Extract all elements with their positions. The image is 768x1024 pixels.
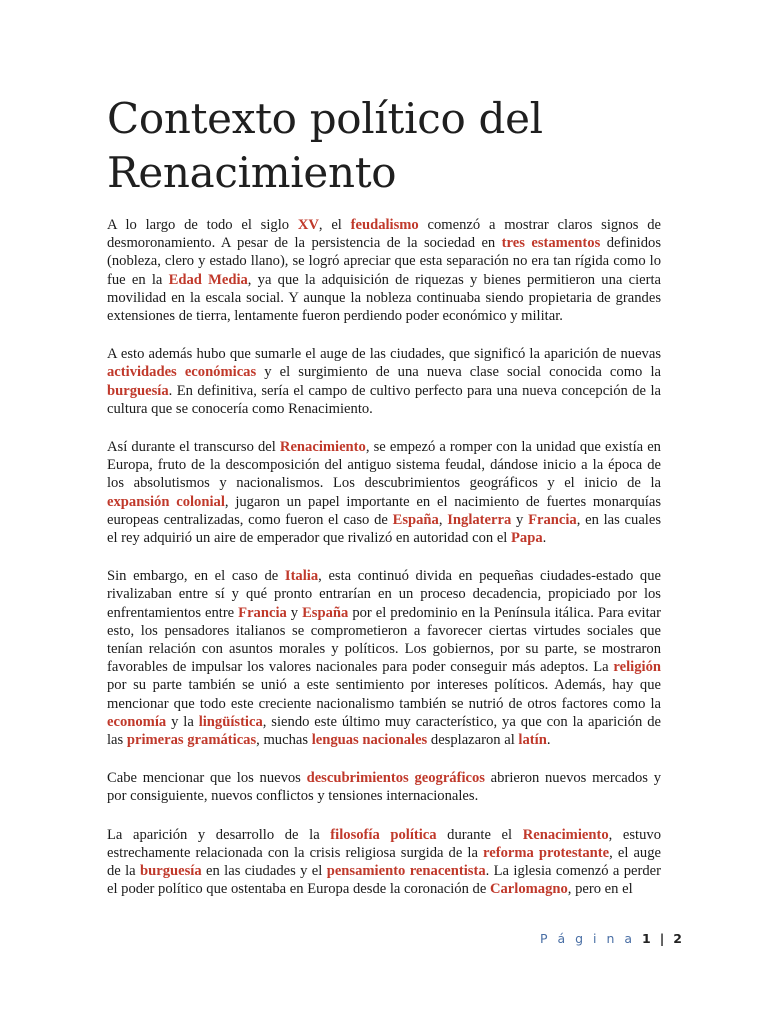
paragraph-text: . La iglesia comenzó a perder el poder político que ostentaba en Europa desde la coronación de: [107, 863, 661, 898]
paragraph-text: , muchas: [256, 732, 312, 749]
paragraph-text: abrieron nuevos mercados y por consiguiente, nuevos conflictos y tensiones internacionales.: [107, 770, 661, 805]
keyword-link[interactable]: religión: [613, 659, 661, 676]
keyword-link[interactable]: expansión colonial: [107, 493, 225, 510]
paragraph-text: .: [542, 530, 547, 547]
paragraph: [107, 826, 661, 899]
keyword-link[interactable]: Papa: [511, 530, 543, 547]
paragraph-text: , jugaron un papel importante en el nacimiento de fuertes monarquías europeas centralizadas, como fueron el caso de: [107, 493, 662, 528]
paragraph-text: . En definitiva, sería el campo de cultivo perfecto para una nueva concepción de la cultura que se conocería como Renacimiento.: [107, 382, 661, 417]
paragraph: [107, 438, 661, 547]
page-title: Contexto político del Renacimiento: [107, 94, 543, 197]
document-body: [107, 216, 661, 919]
paragraph-text: por su parte también se unió a este sentimiento por intereses políticos. Además, hay que mencionar que todo este creciente nacionalismo también se nutrió de otros factores como la: [107, 677, 661, 712]
keyword-link[interactable]: lingüística: [198, 713, 263, 730]
keyword-link[interactable]: burguesía: [107, 382, 169, 399]
paragraph-text: ,: [438, 511, 448, 528]
paragraph-text: Cabe mencionar que los nuevos: [107, 770, 307, 787]
keyword-link[interactable]: latín: [518, 732, 547, 749]
keyword-link[interactable]: descubrimientos geográficos: [306, 770, 485, 787]
footer-page-total: 2: [673, 931, 684, 946]
paragraph-text: , el: [318, 217, 351, 233]
footer-page-number: 1: [642, 931, 653, 946]
paragraph-text: .: [546, 732, 551, 749]
keyword-link[interactable]: actividades económicas: [107, 364, 257, 381]
paragraph-text: y: [286, 604, 303, 621]
footer-separator: |: [659, 931, 667, 946]
paragraph-text: y la: [166, 713, 199, 730]
paragraph-text: por el predominio en la Península itálica. Para evitar esto, los pensadores italianos se comprometieron a favorecer ciertas virtudes sociales que tenían relación con asuntos morales y políticos. Los gobiernos, por su parte, se mostraron favorables de impulsar los valores nacionales para poder conseguir más adeptos. La: [107, 604, 661, 676]
keyword-link[interactable]: economía: [107, 713, 167, 730]
paragraph-text: y el surgimiento de una nueva clase social conocida como la: [256, 364, 661, 381]
paragraph-text: A esto además hubo que sumarle el auge de las ciudades, que significó la aparición de nuevas: [107, 346, 661, 363]
paragraph-text: A lo largo de todo el siglo: [107, 217, 298, 233]
keyword-link[interactable]: pensamiento renacentista: [326, 863, 486, 880]
paragraph-text: , en las cuales el rey adquirió un aire de emperador que rivalizó en autoridad con el: [107, 511, 662, 547]
keyword-link[interactable]: Carlomagno: [489, 881, 568, 898]
keyword-link[interactable]: tres estamentos: [501, 235, 601, 252]
paragraph-text: y: [511, 511, 529, 528]
keyword-link[interactable]: primeras gramáticas: [126, 732, 257, 749]
keyword-link[interactable]: Edad Media: [168, 271, 248, 288]
paragraph-text: , ya que la adquisición de riquezas y bienes permitieron una cierta movilidad en la escala social. Y aunque la nobleza continuaba siendo propietaria de grandes extensiones de tierra, lentamente fueron perdiendo poder económico y militar.: [107, 271, 661, 325]
paragraph: [107, 345, 661, 418]
paragraph-text: , pero en el: [567, 881, 633, 898]
paragraph-text: comenzó a mostrar claros signos de desmoronamiento. A pesar de la persistencia de la sociedad en: [107, 217, 661, 252]
paragraph: [107, 216, 661, 325]
keyword-link[interactable]: feudalismo: [350, 217, 419, 233]
keyword-link[interactable]: Renacimiento: [279, 439, 366, 456]
paragraph-text: en las ciudades y el: [201, 863, 327, 880]
paragraph-text: , esta continuó divida en pequeñas ciudades-estado que rivalizaban entre sí y qué pronto entrarían en un proceso decadencia, propiciado por los enfrentamientos entre: [107, 568, 661, 621]
paragraph-text: durante el: [436, 826, 523, 843]
keyword-link[interactable]: burguesía: [140, 863, 202, 880]
keyword-link[interactable]: reforma protestante: [483, 844, 610, 861]
paragraph-text: desplazaron al: [427, 732, 519, 749]
footer-page-label: P á g i n a: [540, 931, 636, 946]
page-footer: [540, 931, 720, 946]
keyword-link[interactable]: Francia: [528, 511, 577, 528]
keyword-link[interactable]: Inglaterra: [447, 511, 512, 528]
keyword-link[interactable]: XV: [297, 217, 319, 233]
keyword-link[interactable]: Renacimiento: [522, 826, 609, 843]
keyword-link[interactable]: España: [302, 604, 349, 621]
paragraph-text: , estuvo estrechamente relacionada con la crisis religiosa surgida de la: [107, 826, 661, 861]
paragraph-text: La aparición y desarrollo de la: [107, 826, 331, 843]
keyword-link[interactable]: Italia: [284, 568, 319, 585]
keyword-link[interactable]: lenguas nacionales: [311, 732, 428, 749]
paragraph-text: , siendo este último muy característico, ya que con la aparición de las: [107, 713, 661, 749]
keyword-link[interactable]: Francia: [238, 604, 287, 621]
paragraph-text: Sin embargo, en el caso de: [107, 568, 285, 585]
paragraph-text: definidos (nobleza, clero y estado llano), se logró apreciar que esta separación no era tan rígida como lo fue en la: [107, 235, 662, 288]
paragraph-text: , el auge de la: [107, 844, 661, 880]
paragraph-text: Así durante el transcurso del: [107, 439, 280, 456]
paragraph: [107, 769, 661, 805]
keyword-link[interactable]: España: [392, 511, 439, 528]
paragraph-text: , se empezó a romper con la unidad que existía en Europa, fruto de la descomposición del antiguo sistema feudal, dándose inicio a la época de los absolutismos y nacionalismos. Los descubrimientos geográficos y el inicio de la: [107, 439, 661, 492]
paragraph: [107, 567, 661, 749]
keyword-link[interactable]: filosofía política: [330, 826, 437, 843]
